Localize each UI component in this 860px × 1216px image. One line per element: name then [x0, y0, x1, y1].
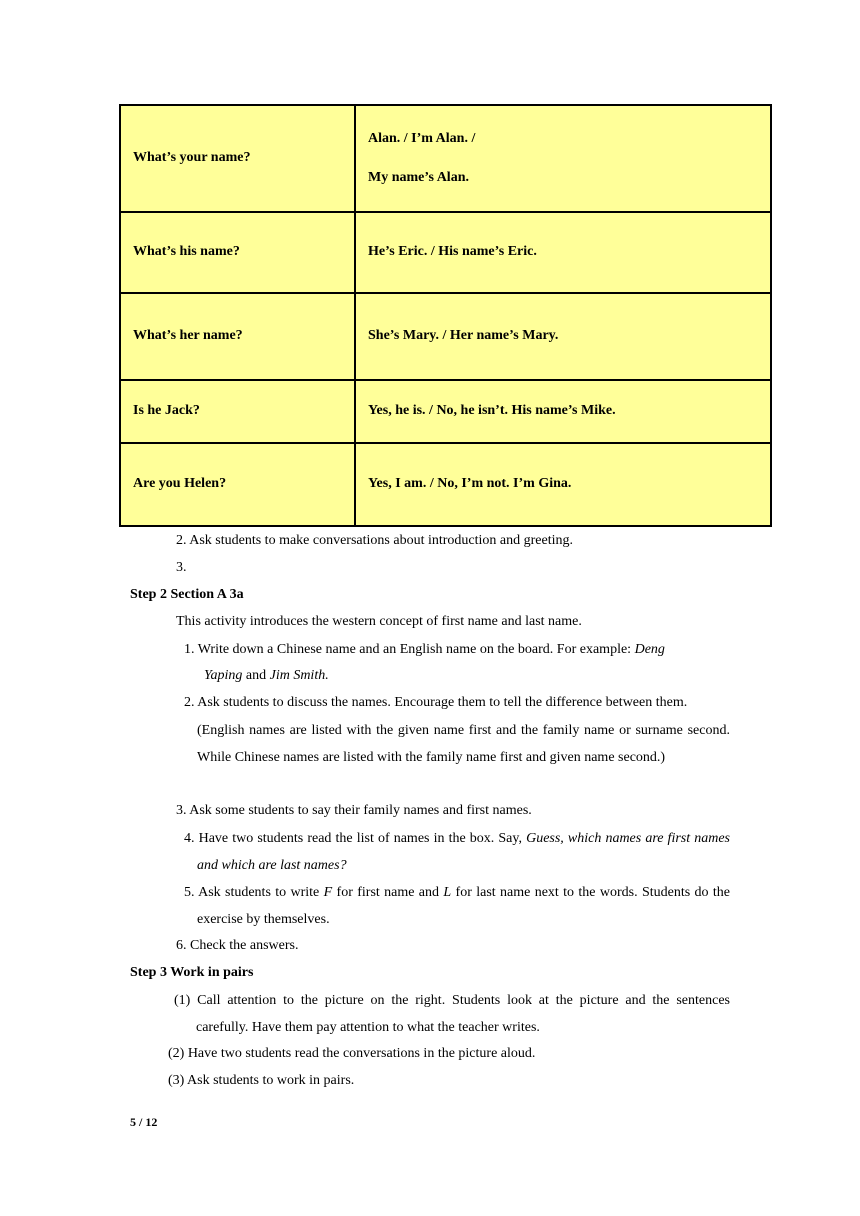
- question-cell: What’s his name?: [120, 212, 355, 293]
- page-number: 5 / 12: [130, 1115, 158, 1129]
- table-row: [120, 443, 771, 526]
- qa-table: [119, 104, 772, 527]
- answer-cell: Yes, he is. / No, he isn’t. His name’s Mike.: [355, 380, 771, 443]
- step2-heading: Step 2 Section A 3a: [130, 587, 244, 602]
- item-text: for first name and: [332, 885, 444, 900]
- step2-item-6: 6. Check the answers.: [176, 938, 299, 953]
- item-text: 5. Ask students to write: [184, 885, 324, 900]
- question-cell: What’s your name?: [120, 105, 355, 212]
- item-text: for last name next to the words. Students do the exercise by themselves.: [197, 885, 730, 927]
- example-name: Deng: [634, 642, 665, 657]
- step3-item-2: (2) Have two students read the conversations in the picture aloud.: [168, 1046, 536, 1061]
- item-text: 4. Have two students read the list of names in the box. Say,: [184, 831, 527, 846]
- step2-item-2-detail: (English names are listed with the given name first and the family name or surname second. While Chinese names are listed with the family name first and given name second.): [197, 723, 730, 765]
- step2-item-2: 2. Ask students to discuss the names. Encourage them to tell the difference between them.: [184, 695, 688, 710]
- step2-item-1: [184, 636, 730, 663]
- step3-item-3: (3) Ask students to work in pairs.: [168, 1073, 355, 1088]
- example-name: Yaping: [204, 668, 243, 683]
- table-row: [120, 212, 771, 293]
- step2-item-4: [184, 825, 730, 879]
- step2-intro: This activity introduces the western concept of first name and last name.: [176, 614, 582, 629]
- item-text: 1. Write down a Chinese name and an English name on the board. For example:: [184, 642, 635, 657]
- answer-cell: She’s Mary. / Her name’s Mary.: [355, 293, 771, 380]
- answer-cell: [355, 105, 771, 212]
- step1-item-3: 3.: [176, 560, 187, 575]
- answer-line: My name’s Alan.: [368, 169, 469, 185]
- question-cell: What’s her name?: [120, 293, 355, 380]
- question-cell: Are you Helen?: [120, 443, 355, 526]
- answer-line: Alan. / I’m Alan. /: [368, 130, 476, 146]
- item-text: and: [242, 668, 270, 683]
- answer-cell: Yes, I am. / No, I’m not. I’m Gina.: [355, 443, 771, 526]
- answer-cell: He’s Eric. / His name’s Eric.: [355, 212, 771, 293]
- letter-l: L: [443, 885, 452, 900]
- question-cell: Is he Jack?: [120, 380, 355, 443]
- table-row: [120, 380, 771, 443]
- step1-item-2: 2. Ask students to make conversations about introduction and greeting.: [176, 533, 573, 548]
- step3-heading: Step 3 Work in pairs: [130, 965, 254, 980]
- step2-item-3: 3. Ask some students to say their family names and first names.: [176, 803, 532, 818]
- letter-f: F: [323, 885, 333, 900]
- table-row: [120, 105, 771, 212]
- item-quote: Guess, which names are first names and which are last names?: [197, 831, 731, 873]
- step2-item-1-cont: [204, 667, 329, 685]
- table-row: [120, 293, 771, 380]
- step2-item-5: [184, 879, 730, 933]
- example-name: Jim Smith.: [269, 668, 329, 683]
- step3-item-1: (1) Call attention to the picture on the right. Students look at the picture and the sentences carefully. Have them pay attention to what the teacher writes.: [174, 993, 730, 1035]
